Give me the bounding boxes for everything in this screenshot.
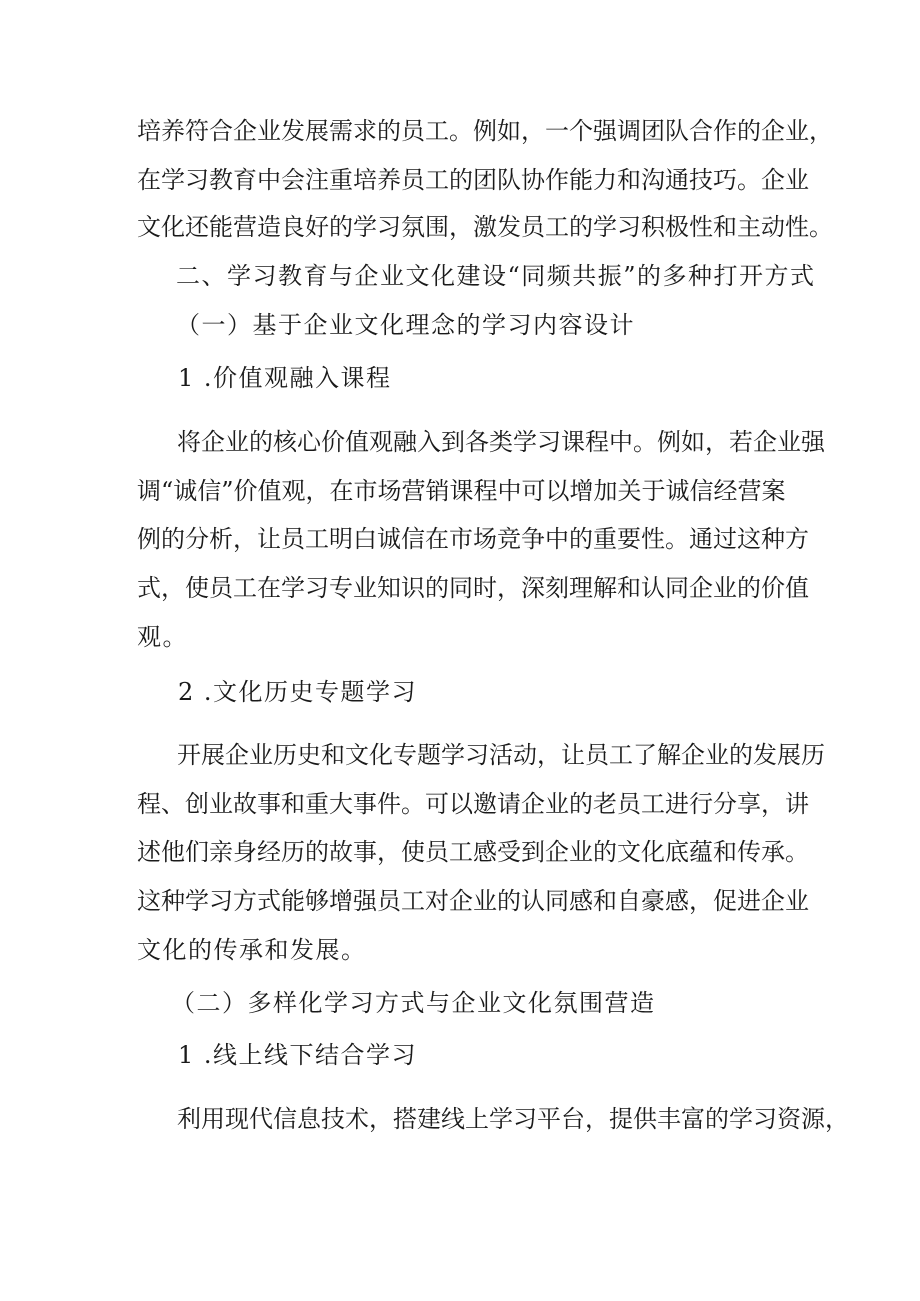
paragraph-line: 式，使员工在学习专业知识的同时，深刻理解和认同企业的价值 [137, 574, 809, 602]
paragraph-line: 调“诚信”价值观，在市场营销课程中可以增加关于诚信经营案 [137, 477, 786, 505]
paragraph-line: 利用现代信息技术，搭建线上学习平台，提供丰富的学习资源， [177, 1105, 849, 1133]
item-heading: 1 .线上线下结合学习 [178, 1041, 418, 1069]
paragraph-line: 培养符合企业发展需求的员工。例如，一个强调团队合作的企业， [137, 117, 833, 145]
paragraph-line: 在学习教育中会注重培养员工的团队协作能力和沟通技巧。企业 [137, 166, 809, 194]
paragraph-line: 这种学习方式能够增强员工对企业的认同感和自豪感，促进企业 [137, 887, 809, 915]
section-heading: 二、学习教育与企业文化建设“同频共振”的多种打开方式 [176, 262, 816, 290]
paragraph-line: 述他们亲身经历的故事，使员工感受到企业的文化底蕴和传承。 [137, 838, 809, 866]
paragraph-line: 开展企业历史和文化专题学习活动，让员工了解企业的发展历 [177, 741, 825, 769]
paragraph-line: 文化的传承和发展。 [137, 936, 367, 964]
subsection-heading: （一）基于企业文化理念的学习内容设计 [176, 311, 635, 339]
item-heading: 2 .文化历史专题学习 [178, 678, 418, 706]
subsection-heading: （二）多样化学习方式与企业文化氛围营造 [171, 989, 656, 1017]
item-heading: 1 .价值观融入课程 [178, 364, 392, 392]
paragraph-line: 程、创业故事和重大事件。可以邀请企业的老员工进行分享，讲 [137, 790, 809, 818]
paragraph-line: 文化还能营造良好的学习氛围，激发员工的学习积极性和主动性。 [137, 213, 833, 241]
paragraph-line: 例的分析，让员工明白诚信在市场竞争中的重要性。通过这种方 [137, 525, 809, 553]
paragraph-line: 将企业的核心价值观融入到各类学习课程中。例如，若企业强 [177, 428, 825, 456]
paragraph-line: 观。 [137, 623, 188, 651]
